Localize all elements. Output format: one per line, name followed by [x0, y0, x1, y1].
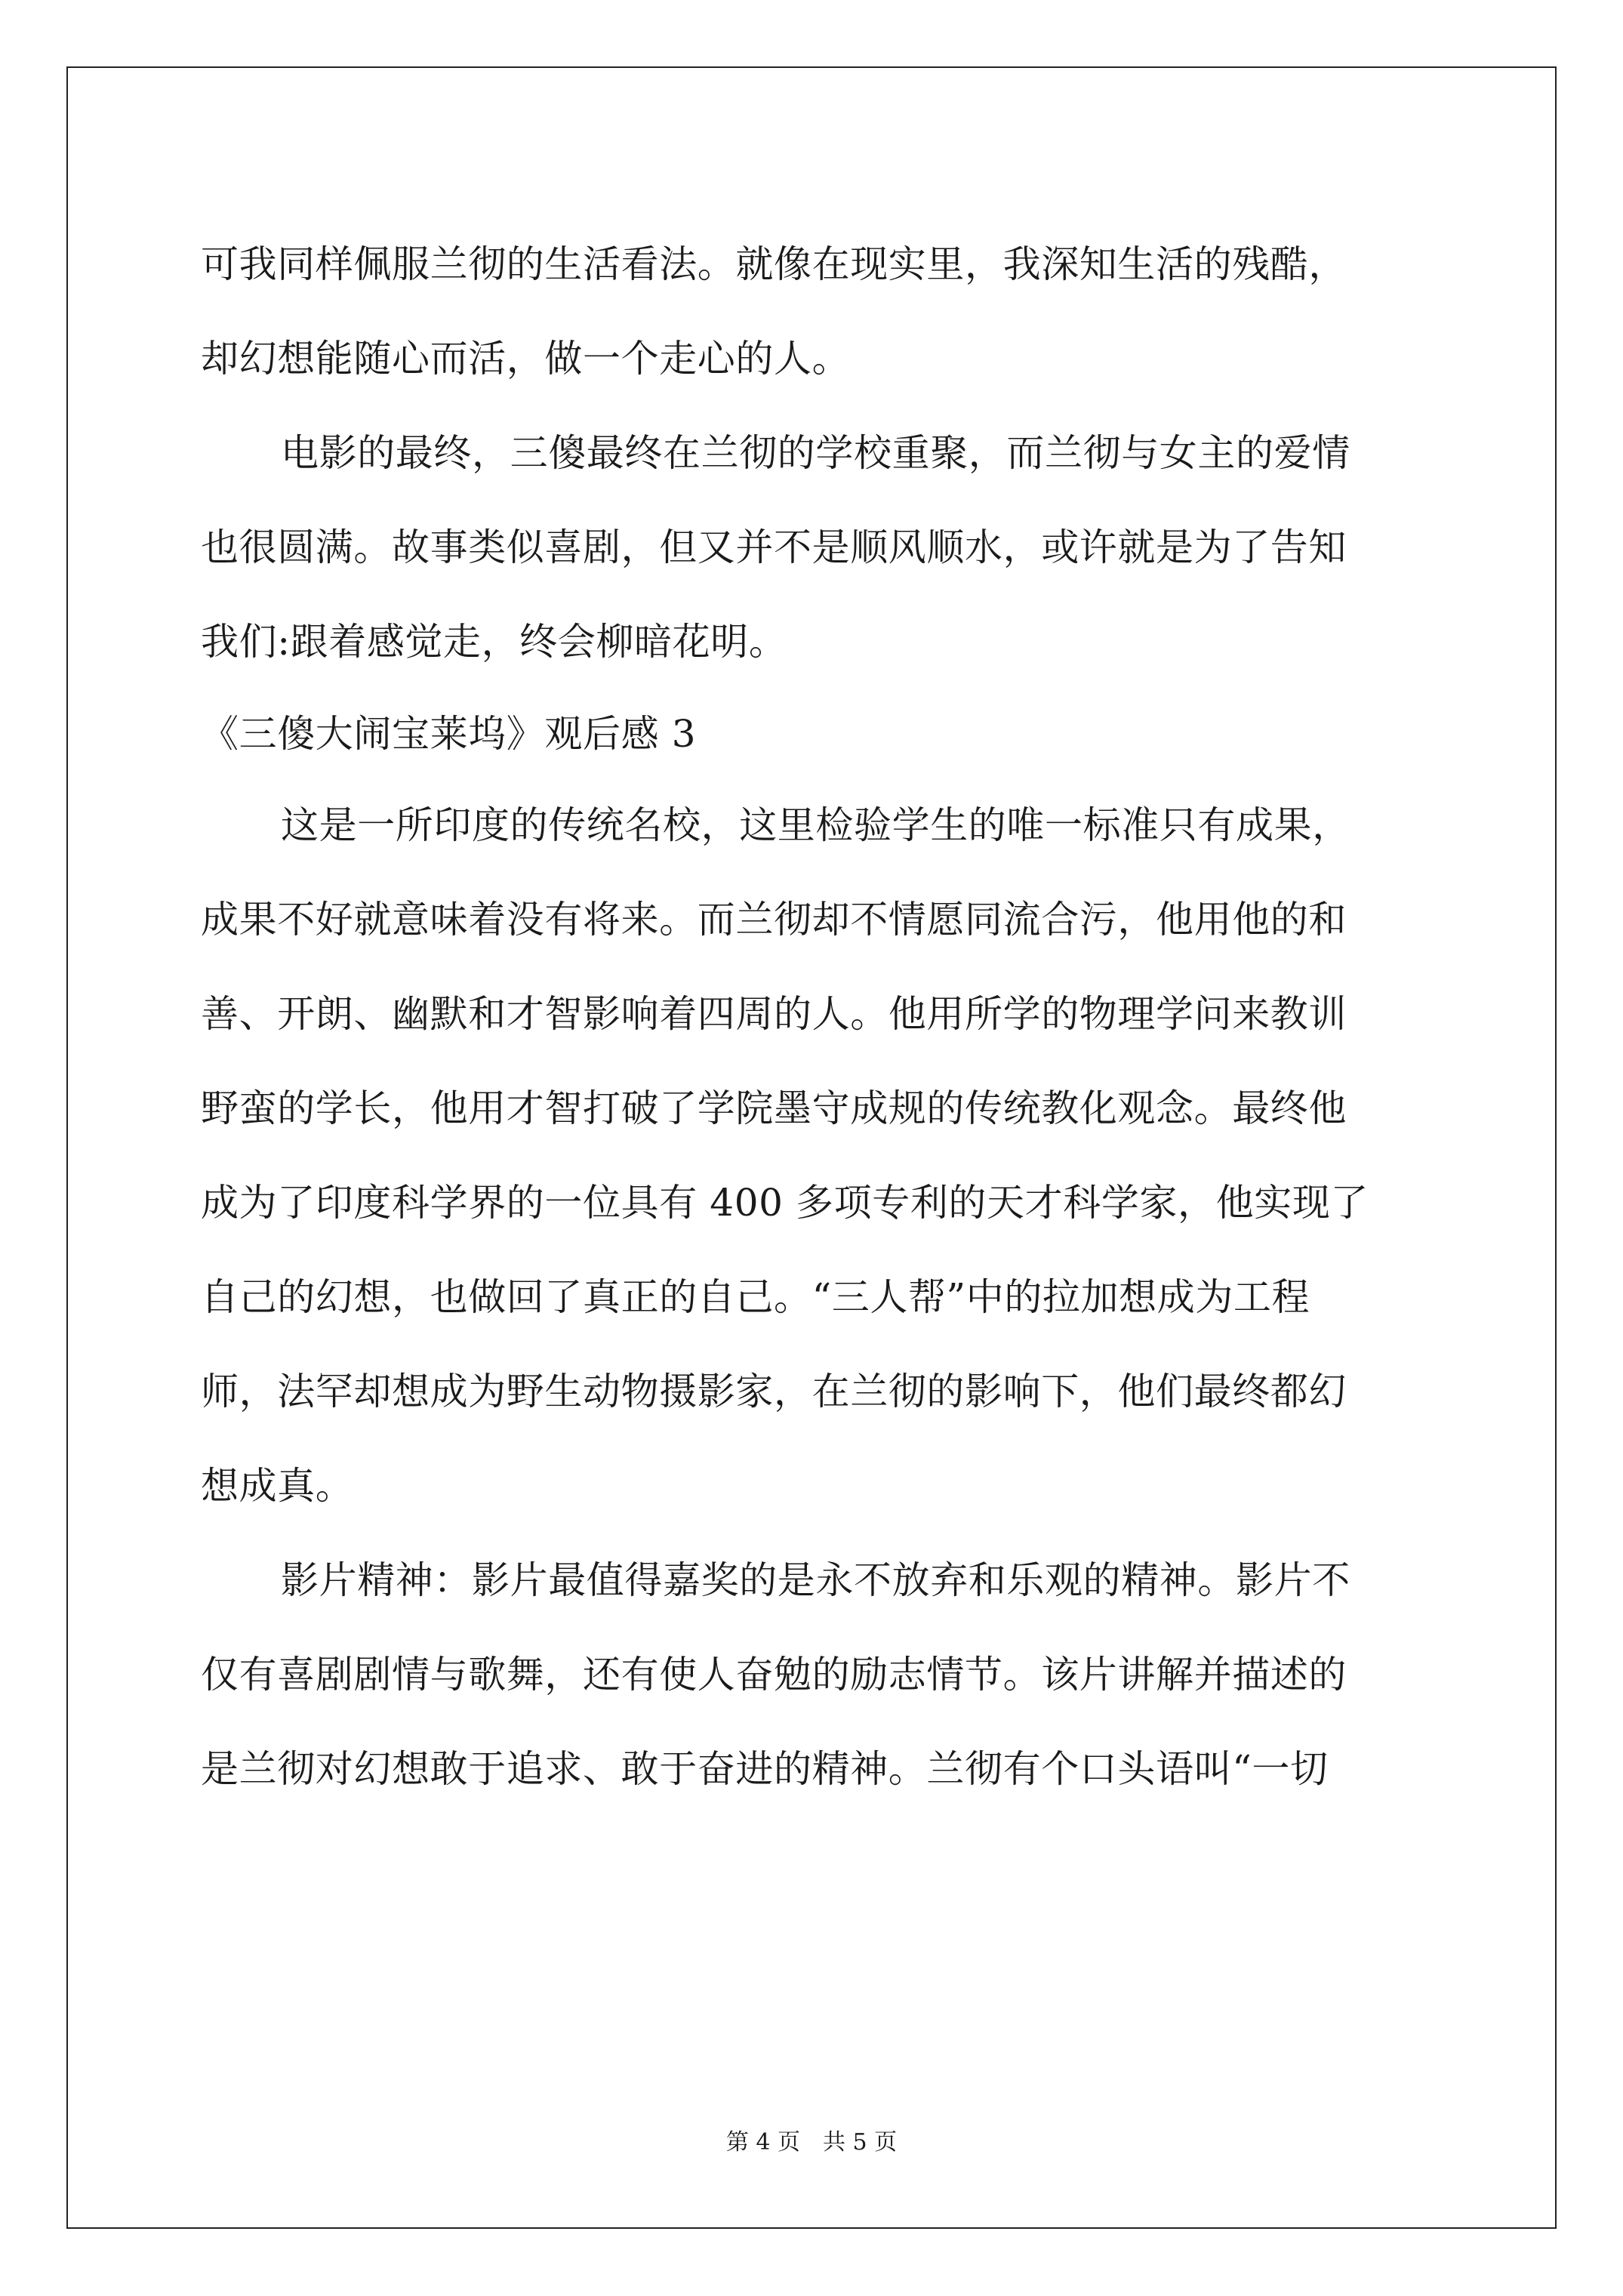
- text-line: 电影的最终，三傻最终在兰彻的学校重聚，而兰彻与女主的爱情: [281, 431, 1350, 475]
- text-line: 也很圆满。故事类似喜剧，但又并不是顺风顺水，或许就是为了告知: [201, 525, 1347, 569]
- page-footer: [0, 2128, 1623, 2158]
- text-line: 影片精神：影片最值得嘉奖的是永不放弃和乐观的精神。影片不: [281, 1558, 1350, 1602]
- text-line: 想成真。: [201, 1464, 354, 1508]
- page-number-total: 共 5 页: [823, 2129, 898, 2156]
- text-line: 这是一所印度的传统名校，这里检验学生的唯一标准只有成果，: [281, 803, 1350, 847]
- document-body: [201, 217, 1439, 1817]
- text-line: 师，法罕却想成为野生动物摄影家，在兰彻的影响下，他们最终都幻: [201, 1370, 1347, 1413]
- page-number-current: 第 4 页: [725, 2129, 800, 2156]
- text-line: 可我同样佩服兰彻的生活看法。就像在现实里，我深知生活的残酷，: [201, 242, 1347, 286]
- text-line: 成为了印度科学界的一位具有 400 多项专利的天才科学家，他实现了: [201, 1181, 1369, 1225]
- text-line: 却幻想能随心而活，做一个走心的人。: [201, 337, 851, 381]
- text-line: 善、开朗、幽默和才智影响着四周的人。他用所学的物理学问来教训: [201, 992, 1347, 1036]
- text-line: 自己的幻想，也做回了真正的自己。“三人帮”中的拉加想成为工程: [201, 1275, 1310, 1319]
- text-line: 仅有喜剧剧情与歌舞，还有使人奋勉的励志情节。该片讲解并描述的: [201, 1653, 1347, 1697]
- text-line: 是兰彻对幻想敢于追求、敢于奋进的精神。兰彻有个口头语叫“一切: [201, 1747, 1329, 1791]
- text-line: 成果不好就意味着没有将来。而兰彻却不情愿同流合污，他用他的和: [201, 898, 1347, 942]
- text-line: 野蛮的学长，他用才智打破了学院墨守成规的传统教化观念。最终他: [201, 1086, 1347, 1130]
- section-title: 《三傻大闹宝莱坞》观后感 3: [201, 712, 697, 756]
- text-line: 我们:跟着感觉走，终会柳暗花明。: [201, 620, 787, 664]
